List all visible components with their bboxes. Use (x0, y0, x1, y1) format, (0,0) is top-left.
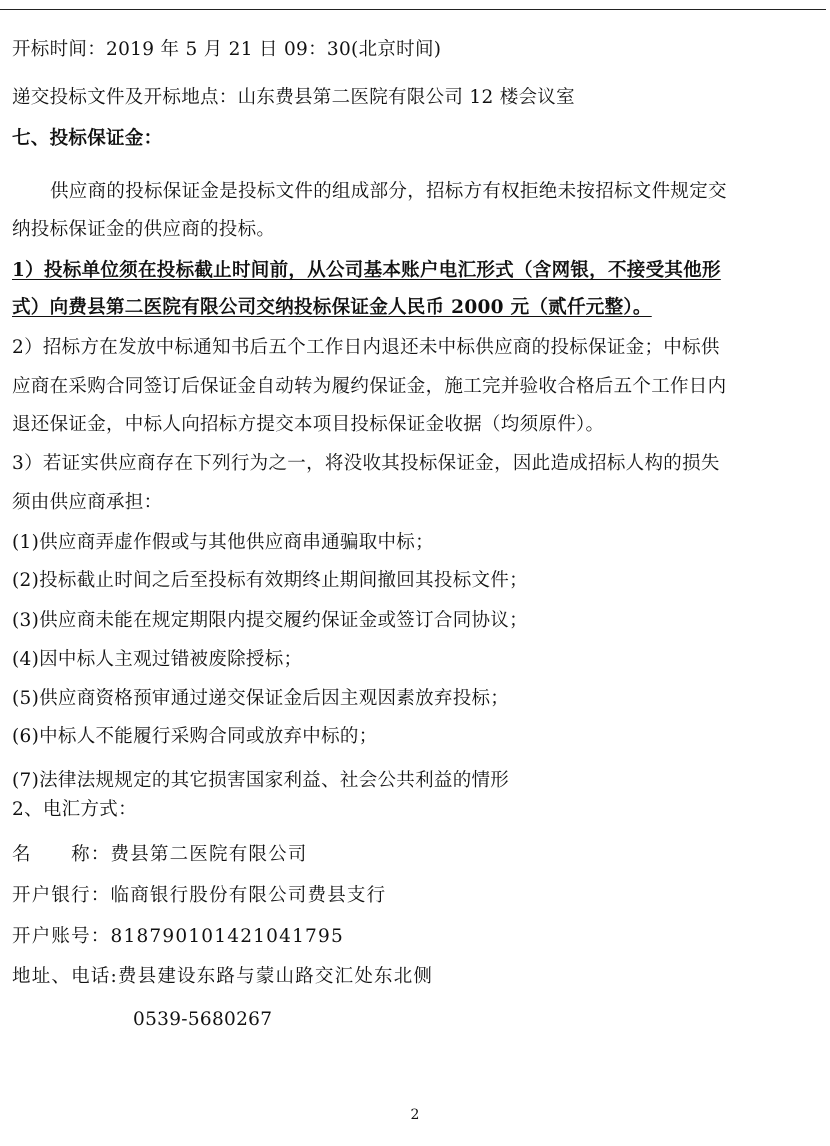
list-item: (1)供应商弄虚作假或与其他供应商串通骗取中标； (12, 532, 434, 553)
page-number: 2 (410, 1107, 420, 1123)
section-heading-bid-bond: 七、投标保证金： (12, 128, 163, 149)
account-bank: 开户银行：临商银行股份有限公司费县支行 (12, 885, 387, 906)
clause-3-line: 3）若证实供应商存在下列行为之一，将没收其投标保证金，因此造成招标人构的损失 (12, 453, 720, 474)
address-phone: 地址、电话:费县建设东路与蒙山路交汇处东北侧 (12, 966, 434, 987)
list-item: (2)投标截止时间之后至投标有效期终止期间撤回其投标文件； (12, 570, 528, 591)
paragraph-line: 供应商的投标保证金是投标文件的组成部分，招标方有权拒绝未按招标文件规定交 (50, 181, 727, 202)
clause-2-line: 2）招标方在发放中标通知书后五个工作日内退还未中标供应商的投标保证金；中标供 (12, 337, 720, 358)
clause-3-line: 须由供应商承担： (12, 492, 163, 513)
submission-location: 递交投标文件及开标地点：山东费县第二医院有限公司 12 楼会议室 (12, 87, 575, 108)
paragraph-line: 纳投标保证金的供应商的投标。 (12, 219, 276, 240)
phone-number: 0539-5680267 (133, 1009, 273, 1030)
list-item: (4)因中标人主观过错被废除授标； (12, 649, 303, 670)
wire-transfer-heading: 2、电汇方式： (12, 799, 137, 820)
account-number: 开户账号：818790101421041795 (12, 926, 344, 947)
clause-1-line: 式）向费县第二医院有限公司交纳投标保证金人民币 2000 元（贰仟元整）。 (12, 297, 652, 318)
account-name: 名 称：费县第二医院有限公司 (12, 844, 308, 865)
bid-opening-time: 开标时间：2019 年 5 月 21 日 09：30(北京时间) (12, 39, 442, 60)
list-item: (6)中标人不能履行采购合同或放弃中标的； (12, 726, 378, 747)
clause-1-line: 1）投标单位须在投标截止时间前，从公司基本账户电汇形式（含网银，不接受其他形 (12, 260, 721, 281)
list-item: (3)供应商未能在规定期限内提交履约保证金或签订合同协议； (12, 610, 528, 631)
clause-2-line: 应商在采购合同签订后保证金自动转为履约保证金，施工完并验收合格后五个工作日内 (12, 376, 727, 397)
clause-2-line: 退还保证金，中标人向招标方提交本项目投标保证金收据（均须原件）。 (12, 414, 605, 435)
list-item: (7)法律法规规定的其它损害国家利益、社会公共利益的情形 (12, 770, 510, 791)
list-item: (5)供应商资格预审通过递交保证金后因主观因素放弃投标； (12, 688, 510, 709)
header-rule (0, 9, 826, 10)
